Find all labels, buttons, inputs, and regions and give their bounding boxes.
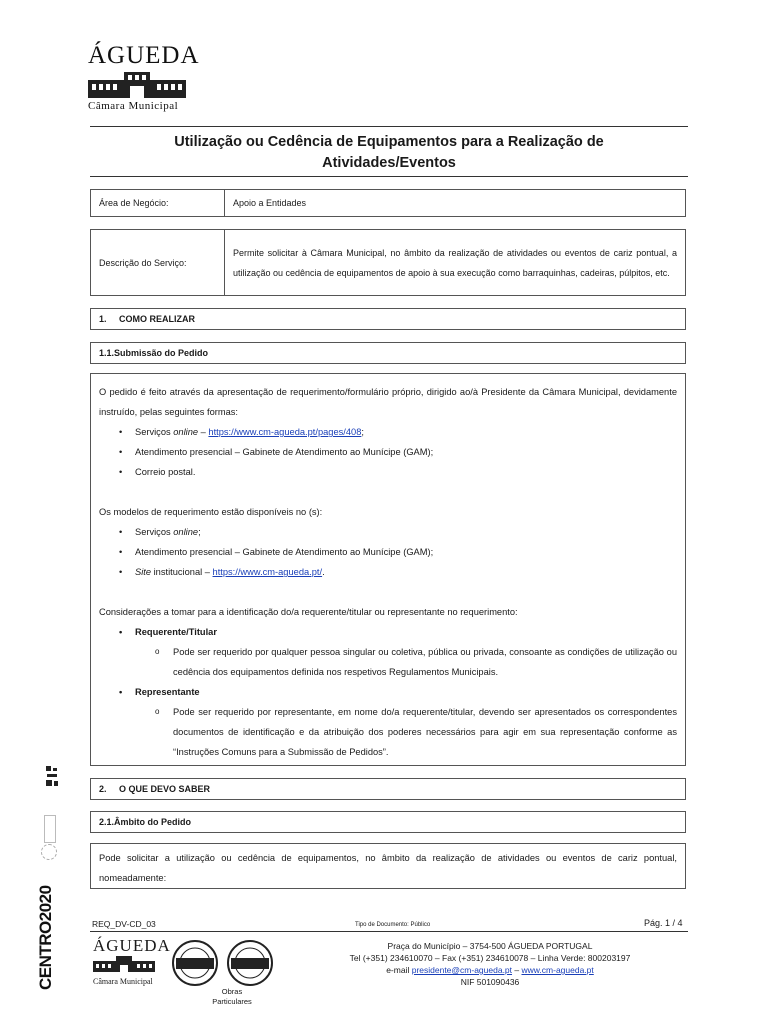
considerations-list (99, 622, 677, 762)
separator: – (512, 965, 522, 975)
service-description-row (90, 229, 686, 296)
item-italic: Site (135, 567, 152, 577)
institutional-site-link[interactable]: https://www.cm-agueda.pt/ (212, 567, 323, 577)
footer-contacts (320, 964, 660, 976)
list-item: • Atendimento presencial – Gabinete de Atendimento ao Munícipe (GAM); (99, 442, 677, 462)
business-area-row (90, 189, 686, 217)
item-italic: online (173, 427, 199, 437)
service-description-label: Descrição do Serviço: (91, 230, 225, 295)
email-link[interactable]: presidente@cm-agueda.pt (411, 965, 513, 975)
list-item: • Correio postal. (99, 462, 677, 482)
list-item: • Atendimento presencial – Gabinete de Atendimento ao Munícipe (GAM); (99, 542, 677, 562)
header-rule (90, 126, 688, 127)
submission-intro: O pedido é feito através da apresentação de requerimento/formulário próprio, dirigido ao/à Presidente da Câmara Municipal, devidamente instruído, pelas seguintes formas: (99, 387, 677, 417)
email-prefix: e-mail (386, 965, 412, 975)
document-code: REQ_DV-CD_03 (92, 919, 156, 929)
list-item (99, 562, 677, 582)
footer-address-block (320, 940, 660, 988)
requester-title: • Requerente/Titular (99, 622, 677, 642)
submission-content (90, 373, 686, 766)
representative-text: o Pode ser requerido por representante, em nome do/a requerente/titular, devendo ser apresentados os correspondentes documentos de identificação e da atribuição dos poderes necessários para agir em sua representação conforme as “Instruções Comuns para a Submissão de Pedidos”. (99, 702, 677, 762)
models-intro: Os modelos de requerimento estão disponíveis no (s): (99, 507, 323, 517)
item-text: – (198, 427, 209, 437)
item-text: . (322, 567, 325, 577)
document-type: Tipo de Documento: Público (355, 922, 431, 928)
title-rule (90, 176, 688, 177)
footer-logo-subtitle: Câmara Municipal (93, 977, 153, 986)
considerations-text: Considerações a tomar para a identificação do/a requerente/titular ou representante no requerimento: (99, 607, 518, 617)
seal-label: Obras Particulares (212, 987, 252, 1006)
eu-mark-icon (44, 815, 56, 843)
footer-logo (93, 936, 171, 986)
item-text: Serviços (135, 427, 174, 437)
item-text: Serviços (135, 527, 174, 537)
website-link[interactable]: www.cm-agueda.pt (521, 965, 594, 975)
logo-subtitle: Câmara Municipal (88, 100, 179, 112)
logo-name: ÁGUEDA (88, 42, 200, 69)
apcer-certification-seals-icon (170, 938, 280, 988)
section-how-to: 1. COMO REALIZAR (90, 308, 686, 330)
town-hall-icon (93, 956, 155, 972)
business-area-value: Apoio a Entidades (233, 198, 307, 208)
item-text: institucional – (151, 567, 213, 577)
municipality-logo (88, 44, 198, 112)
list-item (99, 522, 677, 542)
page-title (90, 132, 688, 174)
requester-text: o Pode ser requerido por qualquer pessoa singular ou coletiva, pública ou privada, consoante as condições de utilização ou cedência dos equipamentos definida nos respetivos Regulamentos Municipais. (99, 642, 677, 682)
page-number: Pág. 1 / 4 (644, 918, 683, 928)
footer-phone: Tel (+351) 234610070 – Fax (+351) 234610078 – Linha Verde: 800203197 (349, 953, 631, 963)
scope-content (90, 843, 686, 889)
title-line-2: Atividades/Eventos (322, 155, 456, 171)
item-text: ; (198, 527, 201, 537)
item-italic: online (173, 527, 199, 537)
subsection-submission: 1.1.Submissão do Pedido (90, 342, 686, 364)
footer-rule (90, 931, 688, 932)
submission-methods-list (99, 422, 677, 482)
footer-address: Praça do Município – 3754-500 ÁGUEDA PORTUGAL (387, 941, 593, 951)
footer-nif: NIF 501090436 (460, 977, 520, 987)
town-hall-icon (88, 72, 186, 98)
models-list (99, 522, 677, 582)
eu-stars-icon (41, 844, 57, 860)
qr-mark-icon (44, 764, 60, 790)
list-item (99, 422, 677, 442)
business-area-label: Área de Negócio: (91, 190, 225, 216)
service-description-value: Permite solicitar à Câmara Municipal, no âmbito da realização de atividades ou eventos de cariz pontual, a utilização ou cedência de equipamentos de apoio à sua execução como barraquinhas, cadeiras, púlpitos, etc. (233, 247, 677, 278)
centro2020-brand: CENTRO2020 (36, 885, 55, 990)
subsection-scope: 2.1.Âmbito do Pedido (90, 811, 686, 833)
title-line-1: Utilização ou Cedência de Equipamentos para a Realização de (174, 134, 604, 150)
footer-logo-name: ÁGUEDA (93, 936, 171, 955)
section-what-to-know: 2. O QUE DEVO SABER (90, 778, 686, 800)
scope-text: Pode solicitar a utilização ou cedência de equipamentos, no âmbito da realização de atividades ou eventos de cariz pontual, nomeadamente: (99, 853, 677, 883)
representative-title: • Representante (99, 682, 677, 702)
item-text: ; (361, 427, 364, 437)
online-services-link[interactable]: https://www.cm-agueda.pt/pages/408 (208, 427, 362, 437)
